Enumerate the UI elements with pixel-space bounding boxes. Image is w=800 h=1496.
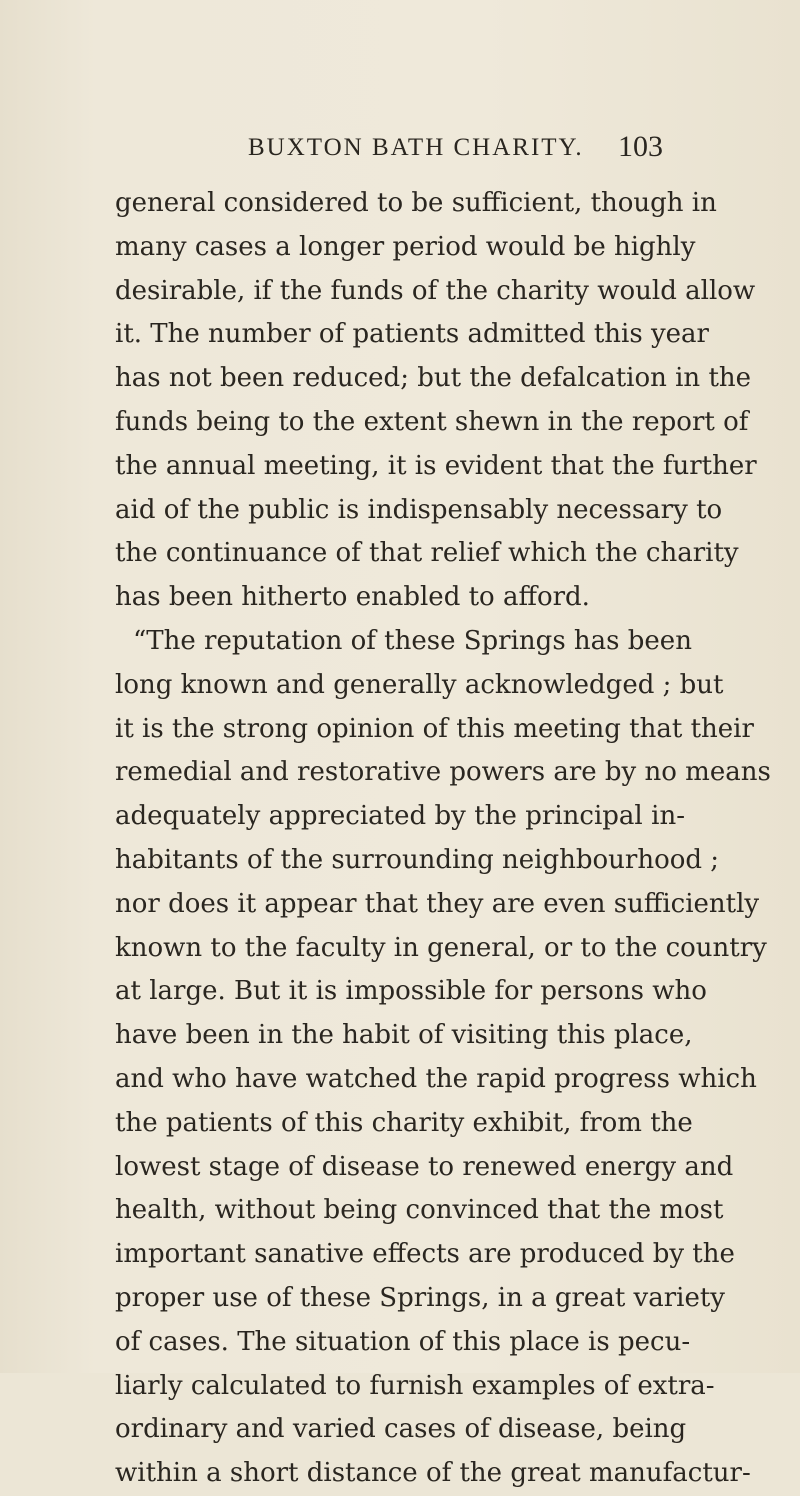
text-line: health, without being convinced that the most: [115, 1195, 724, 1226]
text-line: remedial and restorative powers are by no means: [115, 757, 771, 788]
page-number: 103: [618, 130, 663, 163]
text-line: within a short distance of the great manufactur-: [115, 1458, 751, 1489]
text-line: adequately appreciated by the principal in-: [115, 801, 685, 832]
text-line: many cases a longer period would be highly: [115, 231, 696, 262]
paragraph-1: [115, 182, 757, 620]
text-line: ordinary and varied cases of disease, being: [115, 1414, 687, 1445]
text-line: it. The number of patients admitted this year: [115, 319, 709, 350]
text-line: the continuance of that relief which the charity: [115, 538, 739, 569]
text-line: the patients of this charity exhibit, from the: [115, 1107, 693, 1138]
paragraph-2: [115, 620, 771, 1496]
text-line: it is the strong opinion of this meeting that their: [115, 713, 754, 744]
text-line: habitants of the surrounding neighbourhood ;: [115, 844, 720, 875]
text-line: proper use of these Springs, in a great variety: [115, 1282, 725, 1313]
text-line: “The reputation of these Springs has been: [133, 625, 692, 656]
text-line: the annual meeting, it is evident that the further: [115, 450, 757, 481]
body-text: [115, 182, 771, 1496]
text-line: has been hitherto enabled to afford.: [115, 582, 590, 613]
text-line: long known and generally acknowledged ; but: [115, 669, 724, 700]
text-line: funds being to the extent shewn in the report of: [115, 406, 749, 437]
running-title: BUXTON BATH CHARITY.: [248, 134, 584, 161]
text-line: general considered to be sufficient, though in: [115, 188, 717, 218]
text-line: desirable, if the funds of the charity would allow: [115, 275, 756, 306]
text-line: liarly calculated to furnish examples of extra-: [115, 1370, 715, 1401]
text-line: have been in the habit of visiting this place,: [115, 1020, 693, 1051]
text-line: important sanative effects are produced by the: [115, 1239, 735, 1270]
text-line: of cases. The situation of this place is pecu-: [115, 1326, 691, 1357]
text-line: aid of the public is indispensably necessary to: [115, 494, 723, 525]
text-line: has not been reduced; but the defalcation in the: [115, 363, 752, 394]
text-line: nor does it appear that they are even sufficiently: [115, 888, 760, 919]
page-header: [0, 128, 800, 168]
text-line: at large. But it is impossible for persons who: [115, 976, 707, 1007]
text-line: lowest stage of disease to renewed energy and: [115, 1151, 734, 1182]
text-line: and who have watched the rapid progress which: [115, 1063, 757, 1094]
text-line: known to the faculty in general, or to the country: [115, 932, 767, 963]
